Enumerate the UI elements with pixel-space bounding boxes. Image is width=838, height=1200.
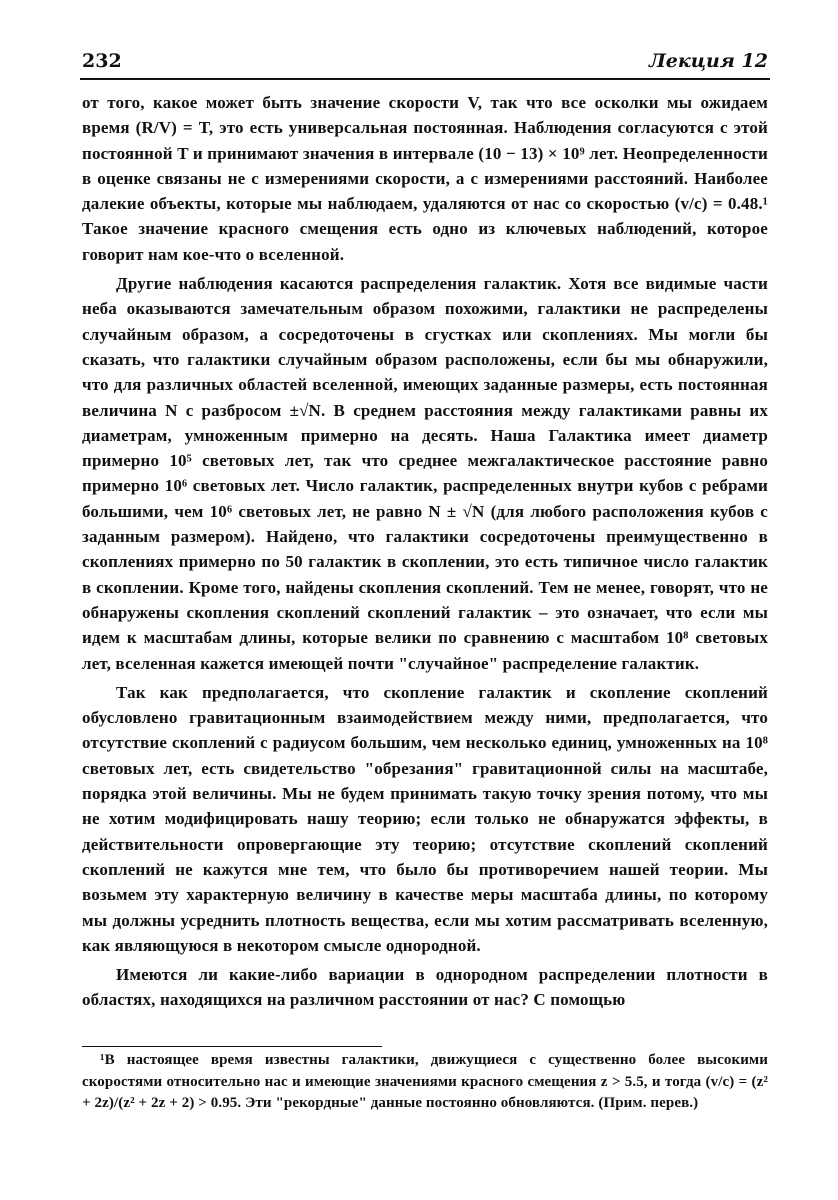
- paragraph-continuation: от того, какое может быть значение скорости V, так что все осколки мы ожидаем время (R/V) = T, это есть универсальная постоянная. Наблюдения согласуются с этой постоянной T и принимают значения в интервале (10 − 13) × 10⁹ лет. Неопределенности в оценке связаны не с измерениями скорости, а с измерениями расстояний. Наиболее далекие объекты, которые мы наблюдаем, удаляются от нас со скоростью (v/c) = 0.48.¹ Такое значение красного смещения есть одно из ключевых наблюдений, которое говорит нам кое-что о вселенной.: [82, 93, 768, 264]
- paragraph-gravitation: Так как предполагается, что скопление галактик и скопление скоплений обусловлено гравитационным взаимодействием между ними, предполагается, что отсутствие скоплений с радиусом большим, чем несколько единиц, умноженных на 10⁸ световых лет, есть свидетельство "обрезания" гравитационной силы на масштабе, порядка этой величины. Мы не будем принимать такую точку зрения потому, что мы не хотим модифицировать нашу теорию; если только не обнаружатся эффекты, в действительности опровергающие эту теорию; отсутствие скоплений скоплений скоплений не кажутся мне тем, что было бы противоречием нашей теории. Мы возьмем эту характерную величину в качестве меры масштаба длины, по которому мы должны усреднить плотность вещества, если мы хотим рассматривать вселенную, как являющуюся в некотором смысле однородной.: [82, 682, 768, 955]
- main-text: [82, 90, 768, 1013]
- footnote-rule: [82, 1046, 382, 1047]
- footnote-text: ¹В настоящее время известны галактики, движущиеся с существенно более высокими скоростями относительно нас и имеющие значениями красного смещения z > 5.5, и тогда (v/c) = (z² + 2z)/(z² + 2z + 2) > 0.95. Эти "рекордные" данные постоянно обновляются. (Прим. перев.): [82, 1052, 768, 1111]
- footnote: [82, 1050, 768, 1115]
- header-rule: [80, 78, 770, 80]
- page-number: 232: [82, 50, 122, 72]
- paragraph-galaxy-distribution: Другие наблюдения касаются распределения галактик. Хотя все видимые части неба оказываются замечательным образом похожими, галактики не распределены случайным образом, а сосредоточены в сгустках или скоплениях. Мы могли бы сказать, что галактики случайным образом расположены, если бы мы обнаружили, что для различных областей вселенной, имеющих заданные размеры, есть постоянная величина N с разбросом ±√N. В среднем расстояния между галактиками равны их диаметрам, умноженным примерно на десять. Наша Галактика имеет диаметр примерно 10⁵ световых лет, так что среднее межгалактическое расстояние равно примерно 10⁶ световых лет. Число галактик, распределенных внутри кубов с ребрами большими, чем 10⁶ световых лет, не равно N ± √N (для любого расположения кубов с заданным размером). Найдено, что галактики сосредоточены преимущественно в скоплениях примерно по 50 галактик в скоплении, это есть типичное число галактик в скоплении. Кроме того, найдены скопления скоплений. Тем не менее, говорят, что не обнаружены скопления скоплений скоплений галактик – это означает, что если мы идем к масштабам длины, которые велики по сравнению с масштабом 10⁸ световых лет, вселенная кажется имеющей почти "случайное" распределение галактик.: [82, 274, 768, 673]
- paragraph-density: Имеются ли какие-либо вариации в однородном распределении плотности в областях, находящихся на различном расстоянии от нас? С помощью: [82, 965, 768, 1010]
- page-header: [82, 50, 768, 76]
- running-title: Лекция 12: [648, 50, 768, 72]
